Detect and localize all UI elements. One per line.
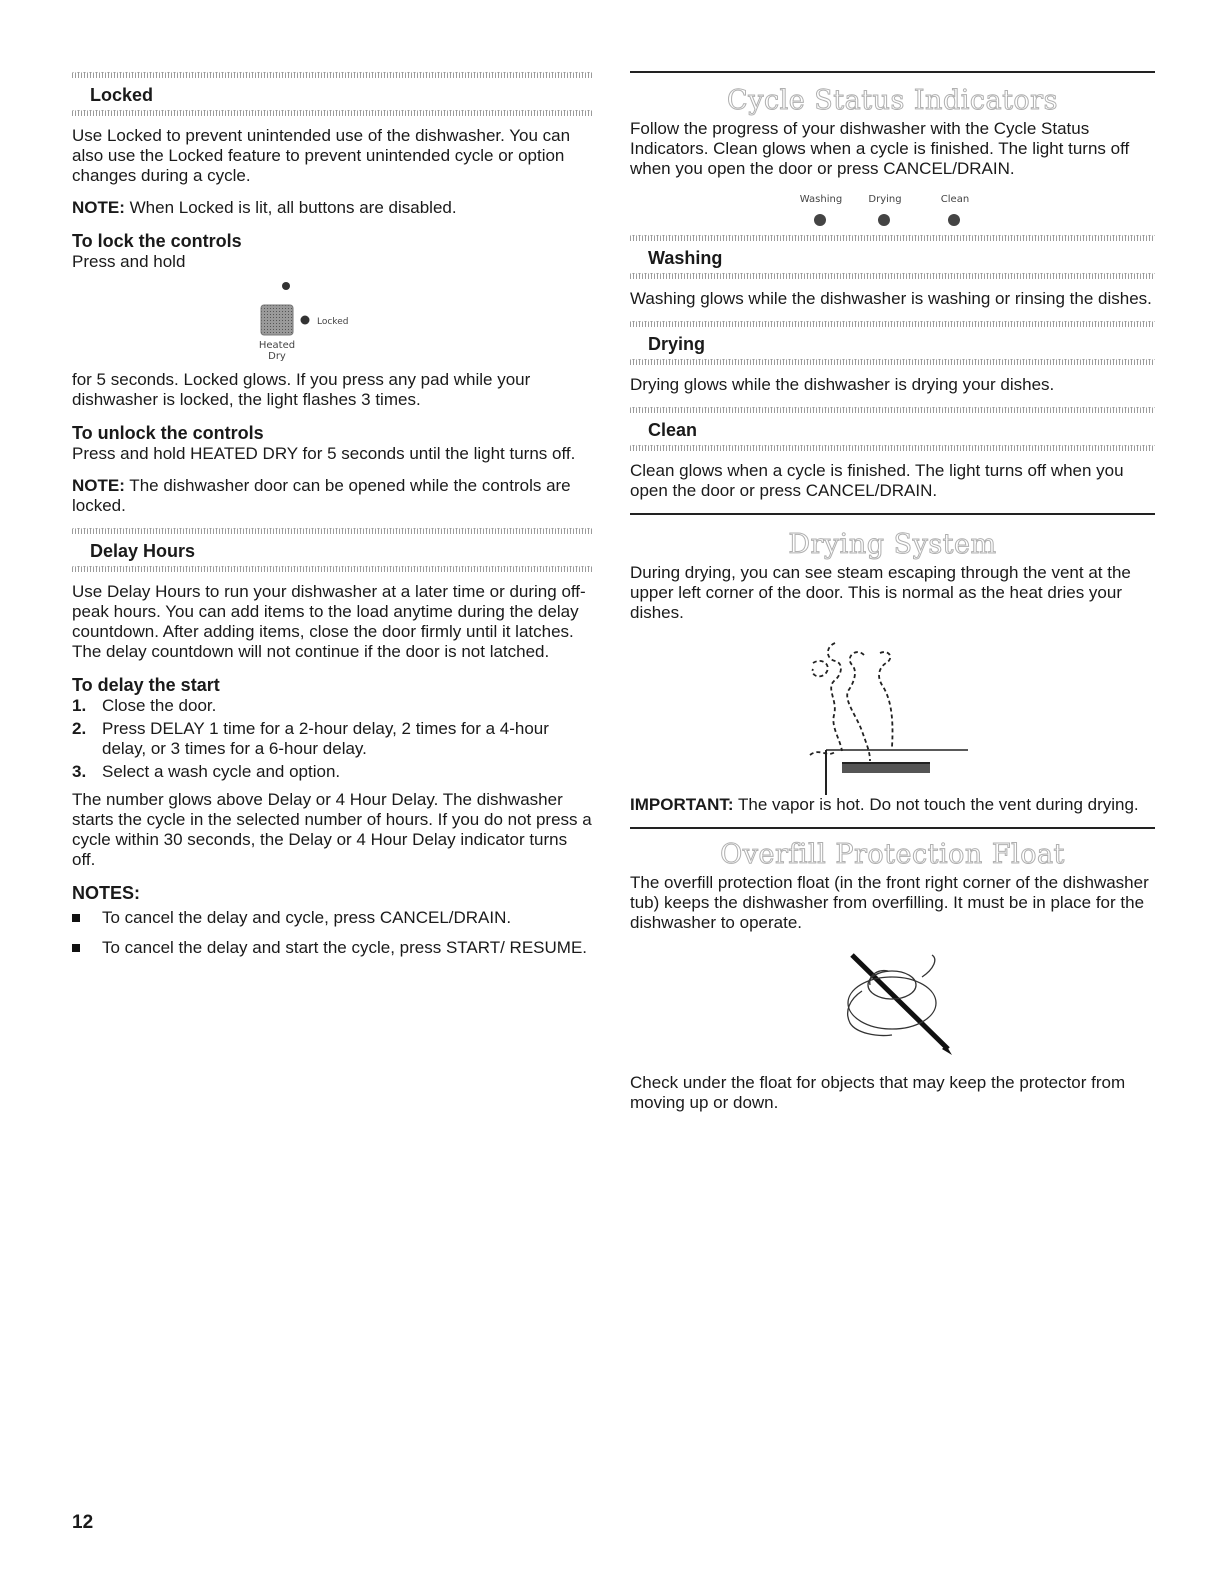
bullet-icon xyxy=(72,944,80,952)
cycle-status-banner: Cycle Status Indicators xyxy=(727,85,1058,116)
clean-title: Clean xyxy=(648,420,698,440)
drying-system-intro: During drying, you can see steam escaping through the vent at the upper left corner of the door. This is normal as the heat dries your dishes. xyxy=(630,563,1131,622)
lock-result-text: for 5 seconds. Locked glows. If you press any pad while your dishwasher is locked, the light flashes 3 times. xyxy=(72,370,531,409)
page-number: 12 xyxy=(72,1512,94,1533)
drying-system-important: IMPORTANT: The vapor is hot. Do not touch the vent during drying. xyxy=(630,795,1139,814)
list-item: 3. Select a wash cycle and option. xyxy=(72,762,341,781)
washing-section-header xyxy=(630,235,1155,279)
notes-heading: NOTES: xyxy=(72,883,141,903)
locked-indicator-label: Locked xyxy=(317,317,349,327)
washing-indicator-label: Washing xyxy=(799,194,843,205)
bullet-icon xyxy=(72,914,80,922)
overfill-float-figure xyxy=(630,945,1155,1073)
right-column xyxy=(630,0,1155,1125)
overfill-float-intro: The overfill protection float (in the front right corner of the dishwasher tub) keeps the dishwasher from overfilling. It must be in place for the dishwasher to operate. xyxy=(630,873,1149,932)
clean-indicator-label: Clean xyxy=(940,194,970,205)
delay-intro: Use Delay Hours to run your dishwasher at a later time or during off-peak hours. You can add items to the load anytime during the delay countdown. After adding items, close the door firmly until it latches. The delay countdown will not continue if the door is not latched. xyxy=(72,582,586,661)
locked-title: Locked xyxy=(90,85,154,105)
unlock-controls-heading: To unlock the controls xyxy=(72,423,264,443)
locked-intro: Use Locked to prevent unintended use of the dishwasher. You can also use the Locked feature to prevent unintended cycle or option changes during a cycle. xyxy=(72,126,571,185)
locked-section-header xyxy=(72,72,592,116)
press-hold-text: Press and hold xyxy=(72,252,186,271)
list-item: 1. Close the door. xyxy=(72,696,217,715)
divider xyxy=(630,71,1155,73)
locked-note-2: NOTE: The dishwasher door can be opened while the controls are locked. xyxy=(72,476,571,515)
steam-vent-illustration xyxy=(630,635,1155,795)
overfill-float-check: Check under the float for objects that may keep the protector from moving up or down. xyxy=(630,1073,1126,1112)
heated-label: Heated xyxy=(258,340,296,351)
list-item: To cancel the delay and start the cycle, press START/ RESUME. xyxy=(72,938,592,958)
washing-title: Washing xyxy=(648,248,723,268)
delay-notes xyxy=(72,908,592,958)
overfill-float-banner: Overfill Protection Float xyxy=(720,839,1065,870)
delay-title: Delay Hours xyxy=(90,541,196,561)
list-item: To cancel the delay and cycle, press CANCEL/DRAIN. xyxy=(72,908,592,928)
drying-section-header xyxy=(630,321,1155,365)
delay-steps xyxy=(72,696,592,782)
list-item: 2. Press DELAY 1 time for a 2-hour delay, 2 times for a 4-hour delay, or 3 times for a 6-hour delay. xyxy=(72,719,549,758)
drying-title: Drying xyxy=(648,334,706,354)
divider xyxy=(630,513,1155,515)
cycle-indicators-illustration xyxy=(630,191,1155,235)
delay-result-text: The number glows above Delay or 4 Hour Delay. The dishwasher starts the cycle in the selected number of hours. If you do not press a cycle within 30 seconds, the Delay or 4 Hour Delay indicator turns off. xyxy=(72,790,592,869)
lock-controls-heading: To lock the controls xyxy=(72,231,242,251)
unlock-text: Press and hold HEATED DRY for 5 seconds until the light turns off. xyxy=(72,444,576,463)
cycle-status-figure xyxy=(630,191,1155,235)
drying-text: Drying glows while the dishwasher is drying your dishes. xyxy=(630,375,1055,394)
washing-text: Washing glows while the dishwasher is washing or rinsing the dishes. xyxy=(630,289,1152,308)
steam-vent-figure xyxy=(630,635,1155,795)
left-column xyxy=(72,0,592,968)
cycle-status-intro: Follow the progress of your dishwasher with the Cycle Status Indicators. Clean glows when a cycle is finished. The light turns off when you open the door or press CANCEL/DRAIN. xyxy=(630,119,1130,178)
overfill-float-illustration xyxy=(630,945,1155,1073)
clean-section-header xyxy=(630,407,1155,451)
drying-system-banner: Drying System xyxy=(788,529,997,560)
delay-section-header xyxy=(72,528,592,572)
heated-dry-button-illustration xyxy=(72,272,592,370)
drying-indicator-label: Drying xyxy=(868,194,902,205)
heated-dry-figure xyxy=(72,272,592,370)
divider xyxy=(630,827,1155,829)
clean-text: Clean glows when a cycle is finished. The light turns off when you open the door or press CANCEL/DRAIN. xyxy=(630,461,1124,500)
locked-note: NOTE: When Locked is lit, all buttons are disabled. xyxy=(72,198,457,217)
dry-label: Dry xyxy=(268,351,286,362)
delay-start-heading: To delay the start xyxy=(72,675,220,695)
